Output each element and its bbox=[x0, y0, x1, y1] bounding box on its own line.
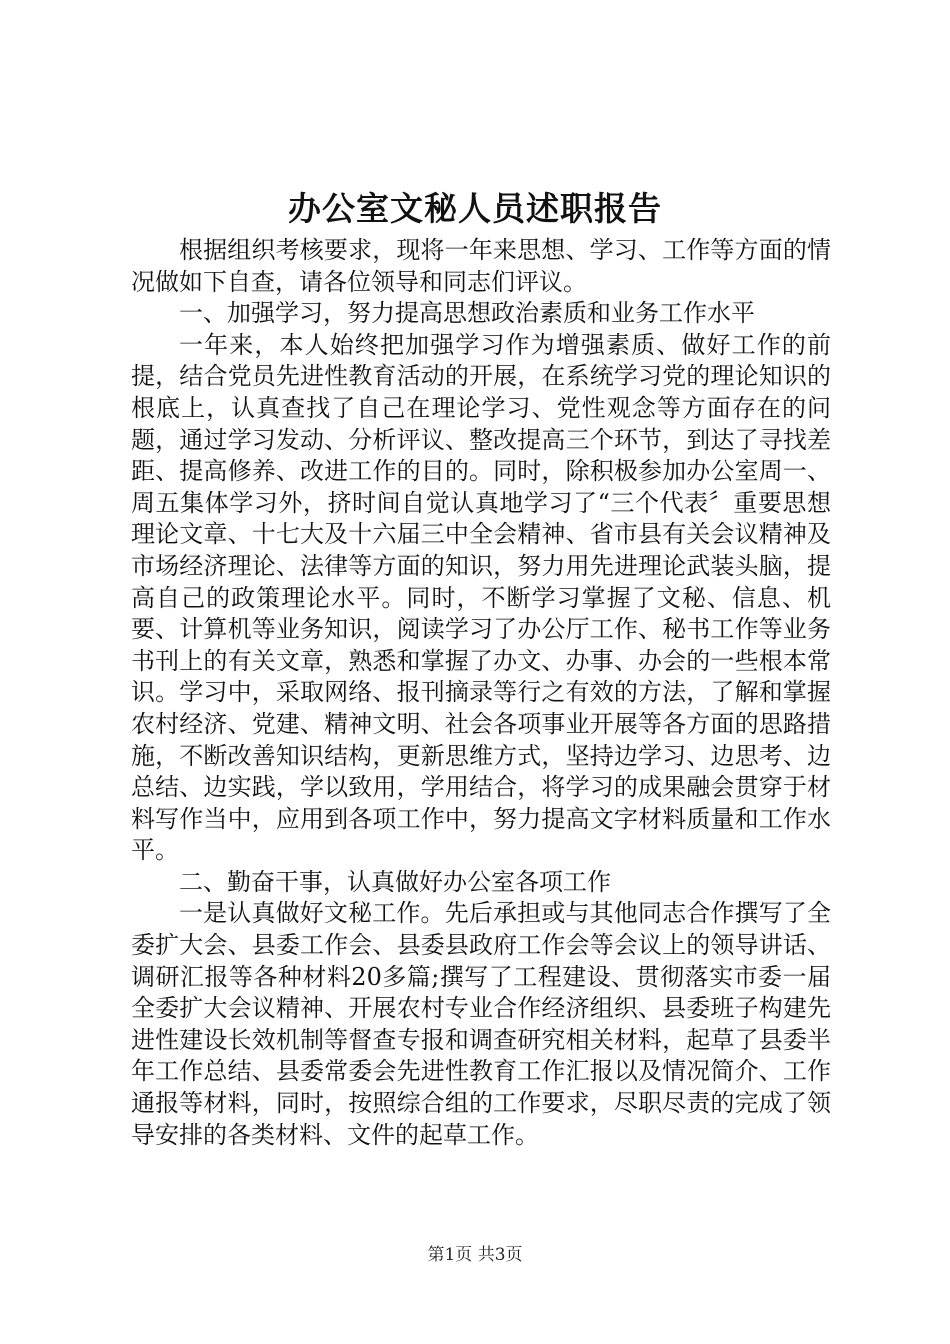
page-number-footer: 第1页 共3页 bbox=[427, 1245, 523, 1265]
document-title: 办公室文秘人员述职报告 bbox=[288, 189, 662, 228]
intro-paragraph: 根据组织考核要求，现将一年来思想、学习、工作等方面的情况做如下自查，请各位领导和同志们评议。 bbox=[131, 236, 831, 296]
document-body bbox=[131, 235, 831, 1151]
body-paragraph: 一年来，本人始终把加强学习作为增强素质、做好工作的前提，结合党员先进性教育活动的开展，在系统学习党的理论知识的根底上，认真查找了自己在理论学习、党性观念等方面存在的问题，通过学习发动、分析评议、整改提高三个环节，到达了寻找差距、提高修养、改进工作的目的。同时，除积极参加办公室周一、周五集体学习外，挤时间自觉认真地学习了“三个代表〞重要思想理论文章、十七大及十六届三中全会精神、省市县有关会议精神及市场经济理论、法律等方面的知识，努力用先进理论武装头脑，提高自己的政策理论水平。同时，不断学习掌握了文秘、信息、机要、计算机等业务知识，阅读学习了办公厅工作、秘书工作等业务书刊上的有关文章，熟悉和掌握了办文、办事、办会的一些根本常识。学习中，采取网络、报刊摘录等行之有效的方法，了解和掌握农村经济、党建、精神文明、社会各项事业开展等各方面的思路措施，不断改善知识结构，更新思维方式，坚持边学习、边思考、边总结、边实践，学以致用，学用结合，将学习的成果融会贯穿于材料写作当中，应用到各项工作中，努力提高文字材料质量和工作水平。 bbox=[131, 330, 831, 865]
section-heading-2: 二、勤奋干事，认真做好办公室各项工作 bbox=[179, 867, 611, 896]
body-paragraph: 一是认真做好文秘工作。先后承担或与其他同志合作撰写了全委扩大会、县委工作会、县委县政府工作会等会议上的领导讲话、调研汇报等各种材料20多篇;撰写了工程建设、贯彻落实市委一届全委扩大会议精神、开展农村专业合作经济组织、县委班子构建先进性建设长效机制等督查专报和调查研究相关材料，起草了县委半年工作总结、县委常委会先进性教育工作汇报以及情况简介、工作通报等材料，同时，按照综合组的工作要求，尽职尽责的完成了领导安排的各类材料、文件的起草工作。 bbox=[131, 899, 831, 1149]
section-heading-1: 一、加强学习，努力提高思想政治素质和业务工作水平 bbox=[179, 299, 755, 328]
